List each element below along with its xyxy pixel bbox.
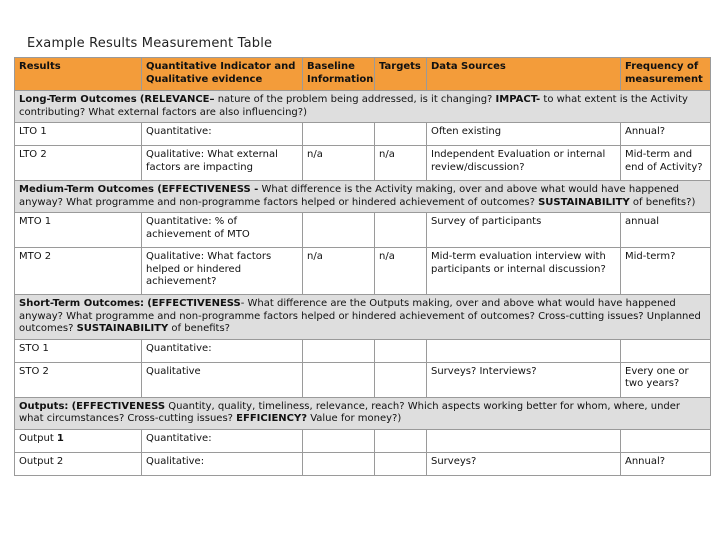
cell-targets: [375, 362, 427, 397]
section-medium-term-outcomes: [15, 181, 711, 213]
header-frequency-line1: Frequency of: [625, 61, 699, 72]
table-row: [15, 452, 711, 475]
cell-baseline: [303, 213, 375, 248]
cell-targets: [375, 452, 427, 475]
section-keyword: SUSTAINABILITY: [76, 323, 169, 334]
cell-frequency: Annual?: [621, 123, 711, 146]
cell-result: STO 1: [15, 339, 142, 362]
section-description: nature of the problem being addressed, is it changing?: [214, 94, 496, 105]
section-short-term-outcomes: [15, 295, 711, 340]
section-label: Medium-Term Outcomes: [19, 184, 154, 195]
cell-frequency: Every one or two years?: [621, 362, 711, 397]
table-row: [15, 213, 711, 248]
cell-result: STO 2: [15, 362, 142, 397]
cell-indicator: Quantitative:: [142, 429, 303, 452]
section-label: Short-Term Outcomes:: [19, 298, 145, 309]
section-long-term-outcomes: [15, 91, 711, 123]
header-frequency-line2: measurement: [625, 73, 703, 85]
section-keyword: EFFICIENCY?: [236, 413, 308, 424]
cell-indicator: Qualitative: What factors helped or hindered achievement?: [142, 248, 303, 295]
cell-baseline: [303, 339, 375, 362]
header-frequency: [621, 58, 711, 91]
cell-result: MTO 2: [15, 248, 142, 295]
header-baseline-line2: Information: [307, 73, 374, 85]
section-text: [15, 91, 711, 123]
section-description: What difference is the Activity making, over and above what would have happened anyway? What programme and non-programme factors helped or hindered achievement of outcomes?: [19, 184, 680, 208]
section-keyword: (RELEVANCE–: [139, 94, 215, 105]
header-indicator: [142, 58, 303, 91]
table-row: [15, 362, 711, 397]
cell-result-number: 1: [56, 432, 64, 444]
section-text: [15, 295, 711, 340]
section-description: Value for money?): [307, 413, 402, 424]
cell-result-prefix: Output: [19, 432, 57, 444]
header-results: Results: [15, 58, 142, 91]
cell-indicator: Qualitative: [142, 362, 303, 397]
cell-result: Output 2: [15, 452, 142, 475]
cell-frequency: Annual?: [621, 452, 711, 475]
section-keyword: IMPACT-: [495, 94, 541, 105]
cell-indicator: Qualitative:: [142, 452, 303, 475]
section-description: - What difference are the Outputs making, over and above what would have happened anyway? What programme and non-programme factors helped or hindered achievement of outcomes? Cross-cutting issues? Unplanned outcomes?: [19, 298, 701, 334]
section-label: Long-Term Outcomes: [19, 94, 137, 105]
section-label: Outputs:: [19, 400, 69, 412]
cell-data-sources: Independent Evaluation or internal review/discussion?: [427, 146, 621, 181]
section-keyword: (EFFECTIVENESS: [147, 298, 241, 309]
section-description: of benefits?: [168, 323, 230, 334]
cell-targets: n/a: [375, 146, 427, 181]
cell-frequency: [621, 429, 711, 452]
cell-targets: [375, 429, 427, 452]
header-targets: Targets: [375, 58, 427, 91]
cell-data-sources: [427, 339, 621, 362]
cell-result: MTO 1: [15, 213, 142, 248]
slide-title: Example Results Measurement Table: [27, 36, 273, 51]
cell-result: LTO 1: [15, 123, 142, 146]
cell-data-sources: Mid-term evaluation interview with participants or internal discussion?: [427, 248, 621, 295]
cell-baseline: [303, 452, 375, 475]
table-row: [15, 123, 711, 146]
section-outputs: [15, 397, 711, 429]
cell-data-sources: Surveys? Interviews?: [427, 362, 621, 397]
cell-data-sources: Often existing: [427, 123, 621, 146]
cell-baseline: [303, 123, 375, 146]
cell-result: LTO 2: [15, 146, 142, 181]
cell-frequency: Mid-term and end of Activity?: [621, 146, 711, 181]
cell-frequency: Mid-term?: [621, 248, 711, 295]
cell-targets: [375, 339, 427, 362]
cell-frequency: [621, 339, 711, 362]
cell-baseline: [303, 429, 375, 452]
header-data-sources: Data Sources: [427, 58, 621, 91]
cell-indicator: Quantitative:: [142, 123, 303, 146]
header-row: [15, 58, 711, 91]
cell-baseline: n/a: [303, 146, 375, 181]
table-row: [15, 429, 711, 452]
section-description: to what extent is the Activity contributing? What external factors are also influencing?): [19, 94, 688, 118]
header-baseline-line1: Baseline: [307, 61, 355, 72]
header-baseline: [303, 58, 375, 91]
header-indicator-line2: Qualitative evidence: [146, 73, 263, 85]
section-text: [15, 397, 711, 429]
section-description: of benefits?): [629, 196, 696, 208]
header-indicator-line1: Quantitative Indicator and: [146, 61, 296, 72]
cell-data-sources: Survey of participants: [427, 213, 621, 248]
table-row: [15, 248, 711, 295]
cell-data-sources: [427, 429, 621, 452]
cell-targets: [375, 213, 427, 248]
section-text: [15, 181, 711, 213]
cell-result: [15, 429, 142, 452]
cell-targets: n/a: [375, 248, 427, 295]
table-row: [15, 146, 711, 181]
results-measurement-table: [14, 57, 711, 476]
section-keyword: (EFFECTIVENESS: [71, 400, 166, 412]
cell-indicator: Qualitative: What external factors are impacting: [142, 146, 303, 181]
section-keyword: (EFFECTIVENESS -: [157, 184, 259, 195]
section-description: Quantity, quality, timeliness, relevance, reach? Which aspects working better for whom, where, under what circumstances? Cross-cutting issues?: [19, 400, 681, 424]
table-row: [15, 339, 711, 362]
cell-targets: [375, 123, 427, 146]
cell-data-sources: Surveys?: [427, 452, 621, 475]
cell-indicator: Quantitative: % of achievement of MTO: [142, 213, 303, 248]
cell-frequency: annual: [621, 213, 711, 248]
cell-baseline: n/a: [303, 248, 375, 295]
cell-indicator: Quantitative:: [142, 339, 303, 362]
section-keyword: SUSTAINABILITY: [538, 196, 630, 208]
cell-baseline: [303, 362, 375, 397]
